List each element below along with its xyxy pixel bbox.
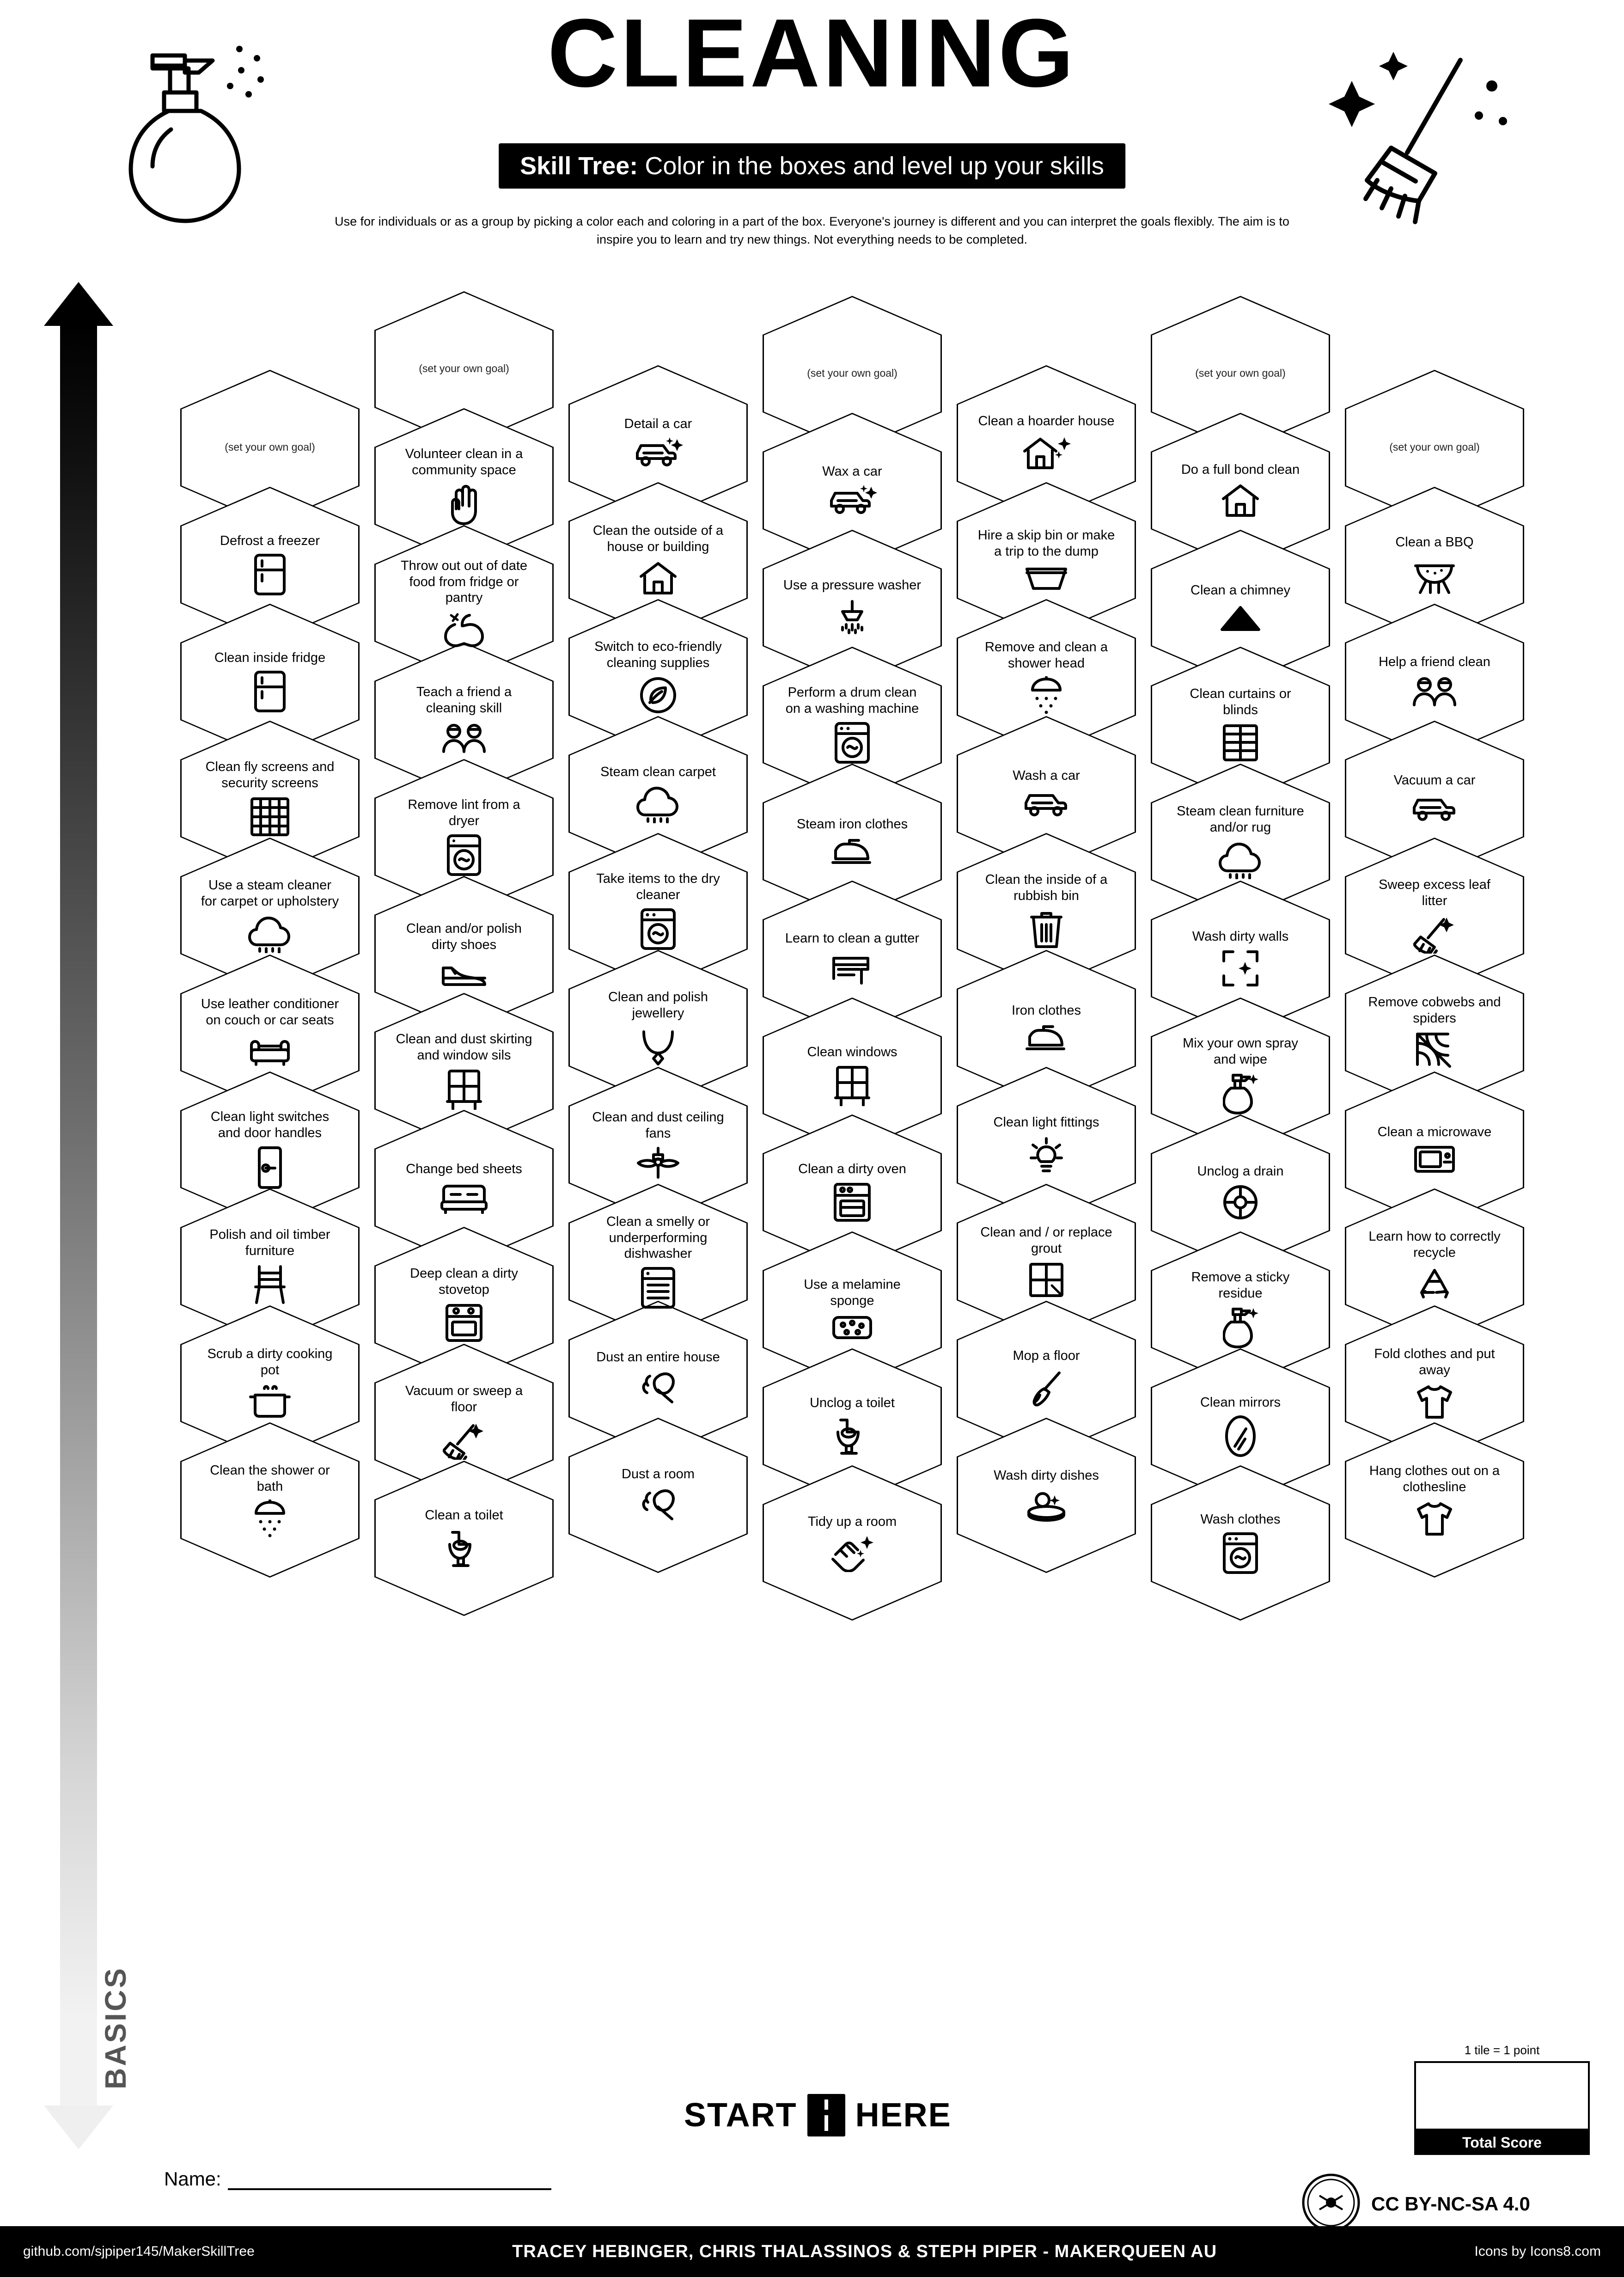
page-title: CLEANING — [547, 0, 1077, 107]
hex-content — [587, 1214, 729, 1309]
hex-content — [1363, 1463, 1506, 1537]
oven-icon — [832, 1181, 872, 1223]
hex-label: Change bed sheets — [406, 1161, 522, 1176]
fridge-icon — [253, 670, 287, 713]
hex-content — [587, 1109, 729, 1180]
hex-label: Clean the shower or bath — [210, 1463, 330, 1494]
car-icon — [1022, 788, 1070, 820]
hex-label: Unclog a drain — [1197, 1163, 1284, 1179]
door-handle-icon — [255, 1146, 285, 1189]
license-text: CC BY-NC-SA 4.0 — [1371, 2192, 1530, 2215]
hex-content — [1169, 582, 1312, 633]
skill-hex-tile[interactable] — [1151, 1465, 1330, 1621]
hex-label: Clean and/or polish dirty shoes — [406, 921, 522, 952]
hex-content — [975, 768, 1117, 820]
hex-label: Detail a car — [624, 416, 692, 431]
shoe-icon — [440, 958, 488, 986]
hex-label: Use leather conditioner on couch or car seats — [201, 997, 339, 1028]
hex-content — [393, 1507, 535, 1570]
washer-icon — [833, 722, 871, 764]
steam-icon — [636, 784, 680, 823]
hex-label: Volunteer clean in a community space — [405, 447, 523, 477]
hex-label: Remove and clean a shower head — [985, 640, 1108, 671]
hex-content — [781, 367, 923, 380]
hex-label: Steam clean furniture and/or rug — [1177, 804, 1304, 835]
pressure-washer-icon — [832, 598, 872, 637]
hex-label: Iron clothes — [1012, 1003, 1081, 1018]
sponge-icon — [831, 1314, 873, 1341]
chair-icon — [251, 1264, 289, 1305]
subtitle-rest: Color in the boxes and level up your skills — [645, 152, 1104, 180]
start-label: START — [684, 2097, 797, 2134]
hex-content — [199, 1109, 341, 1189]
hex-content — [1363, 994, 1506, 1070]
hex-content — [587, 1466, 729, 1525]
hex-label: Clean mirrors — [1200, 1395, 1281, 1410]
hex-content — [587, 416, 729, 470]
tshirt-icon — [1414, 1500, 1455, 1537]
couch-icon — [247, 1033, 293, 1068]
skip-bin-icon — [1024, 564, 1068, 592]
fan-icon — [635, 1146, 681, 1180]
hex-label: Mop a floor — [1013, 1348, 1080, 1363]
car-icon — [1410, 793, 1459, 824]
hex-content — [587, 871, 729, 950]
skill-hex-tile[interactable] — [180, 1422, 360, 1578]
iron-icon — [831, 837, 873, 866]
hex-content — [975, 872, 1117, 949]
hex-label: Do a full bond clean — [1181, 462, 1300, 477]
bin-icon — [1030, 909, 1063, 949]
hex-label: Hang clothes out on a clothesline — [1369, 1463, 1500, 1494]
hex-content — [393, 797, 535, 876]
axis-label-advanced: ADVANCED — [99, 411, 132, 592]
hex-content — [393, 1383, 535, 1460]
hex-content — [199, 1227, 341, 1305]
hex-content — [587, 1349, 729, 1408]
here-label: HERE — [855, 2097, 952, 2134]
stove-icon — [444, 1303, 484, 1343]
hex-label: Learn how to correctly recycle — [1368, 1229, 1501, 1260]
hex-content — [199, 650, 341, 713]
house-icon — [1220, 482, 1261, 519]
dryer-icon — [446, 834, 482, 876]
car-sparkle-icon — [827, 484, 878, 517]
skill-hex-tile[interactable] — [957, 1418, 1136, 1573]
hex-label: Clean inside fridge — [214, 650, 326, 665]
window-icon — [446, 1068, 482, 1110]
hex-content — [781, 1161, 923, 1224]
wall-clean-icon — [1221, 949, 1260, 988]
hex-label: Wash clothes — [1200, 1512, 1281, 1527]
hex-label: (set your own goal) — [807, 367, 897, 380]
washer-icon — [1221, 1532, 1259, 1574]
toilet-icon — [448, 1528, 480, 1569]
hex-label: Teach a friend a cleaning skill — [416, 685, 512, 716]
name-field-row — [164, 2168, 551, 2190]
hex-label: Remove cobwebs and spiders — [1368, 995, 1501, 1026]
hex-label: Clean and dust ceiling fans — [592, 1110, 724, 1141]
hex-content — [781, 1277, 923, 1341]
start-here-marker — [684, 2094, 952, 2136]
hex-content — [781, 1044, 923, 1107]
hex-label: Mix your own spray and wipe — [1183, 1036, 1298, 1067]
hex-label: Dust an entire house — [596, 1349, 720, 1365]
hex-content — [1169, 1035, 1312, 1115]
hex-label: Clean light switches and door handles — [210, 1109, 330, 1140]
hex-label: Scrub a dirty cooking pot — [207, 1347, 333, 1377]
fridge-icon — [253, 553, 287, 596]
bed-icon — [440, 1181, 488, 1214]
hex-content — [781, 1514, 923, 1573]
window-icon — [834, 1065, 871, 1106]
hex-content — [975, 1114, 1117, 1175]
hex-content — [393, 1161, 535, 1214]
car-sparkle-icon — [633, 436, 684, 470]
hex-label: Dust a room — [622, 1466, 695, 1481]
steam-icon — [1218, 840, 1263, 879]
duster-icon — [636, 1487, 680, 1524]
hex-label: Clean a hoarder house — [978, 413, 1115, 428]
hex-label: Clean a chimney — [1191, 582, 1290, 598]
gutter-icon — [831, 951, 873, 986]
footer-icon-credit[interactable]: Icons by Icons8.com — [1474, 2244, 1601, 2259]
hex-content — [393, 684, 535, 755]
cobweb-icon — [1415, 1031, 1454, 1070]
washer-icon — [639, 908, 677, 950]
light-bulb-icon — [1028, 1135, 1064, 1175]
hex-content — [1169, 803, 1312, 879]
hex-label: Tidy up a room — [807, 1514, 897, 1529]
hex-content — [975, 1468, 1117, 1524]
steam-icon — [248, 914, 292, 953]
hex-label: Clean a toilet — [425, 1507, 503, 1523]
recycle-icon — [1415, 1266, 1454, 1304]
name-input-line[interactable] — [228, 2173, 551, 2190]
hex-content — [975, 639, 1117, 714]
hex-label: Clean a BBQ — [1395, 534, 1474, 550]
hex-label: (set your own goal) — [1389, 441, 1480, 453]
hex-label: Polish and oil timber furniture — [209, 1227, 330, 1258]
hex-label: Steam iron clothes — [796, 816, 908, 832]
shower-icon — [250, 1500, 290, 1537]
hex-label: (set your own goal) — [225, 441, 315, 453]
hex-content — [781, 816, 923, 867]
skill-hex-tile[interactable] — [763, 1465, 942, 1621]
toilet-icon — [836, 1415, 868, 1457]
mirror-icon — [1224, 1415, 1257, 1457]
hex-content — [975, 1224, 1117, 1298]
microwave-icon — [1413, 1145, 1456, 1174]
cc-badge-icon — [1301, 2173, 1361, 2235]
hex-content — [199, 1463, 341, 1537]
hex-content — [1363, 534, 1506, 595]
tiles-icon — [1028, 1261, 1065, 1298]
hex-content — [393, 1031, 535, 1110]
hex-content — [975, 1003, 1117, 1053]
skill-hex-tile[interactable] — [1345, 1422, 1524, 1578]
score-input-area[interactable] — [1414, 2061, 1590, 2130]
tshirt-icon — [1414, 1383, 1455, 1420]
hex-content — [1169, 462, 1312, 520]
hex-content — [781, 577, 923, 638]
skill-hex-tile[interactable] — [568, 1418, 748, 1573]
hex-label: Clean and dust skirting and window sils — [396, 1032, 532, 1063]
hex-label: Clean a microwave — [1377, 1124, 1492, 1139]
hex-content — [199, 877, 341, 953]
hex-content — [393, 362, 535, 375]
hex-content — [587, 989, 729, 1066]
hex-label: Switch to eco-friendly cleaning supplies — [594, 639, 722, 670]
hex-label: (set your own goal) — [419, 362, 509, 375]
hex-content — [1169, 1269, 1312, 1349]
hex-content — [393, 446, 535, 526]
broom-icon — [1413, 914, 1456, 954]
hex-content — [1169, 367, 1312, 380]
hex-content — [975, 1348, 1117, 1409]
hex-label: Fold clothes and put away — [1374, 1347, 1495, 1377]
hex-content — [1169, 686, 1312, 763]
footer-repo-link[interactable]: github.com/sjpiper145/MakerSkillTree — [23, 2244, 255, 2259]
dishwasher-icon — [640, 1267, 677, 1309]
hex-label: Use a steam cleaner for carpet or upholstery — [201, 878, 339, 909]
hex-content — [781, 464, 923, 518]
hex-label: Use a melamine sponge — [804, 1277, 901, 1308]
hex-content — [587, 639, 729, 715]
hex-label: Throw out out of date food from fridge or pantry — [400, 558, 528, 606]
bbq-icon — [1414, 555, 1455, 594]
hex-label: Steam clean carpet — [600, 764, 716, 779]
hex-content — [199, 533, 341, 596]
spray-icon — [1223, 1072, 1258, 1115]
house-icon — [637, 560, 679, 597]
blinds-icon — [1221, 723, 1259, 763]
hex-label: Take items to the dry cleaner — [596, 871, 720, 902]
hex-label: Clean curtains or blinds — [1190, 686, 1291, 717]
hex-content — [1363, 877, 1506, 954]
hex-label: Clean the outside of a house or building — [592, 523, 724, 554]
hex-content — [1363, 1124, 1506, 1175]
hex-content — [587, 523, 729, 597]
score-box — [1414, 2043, 1590, 2155]
hex-content — [1169, 1163, 1312, 1221]
hex-label: (set your own goal) — [1195, 367, 1286, 380]
broom-icon — [443, 1420, 485, 1460]
hex-label: Remove lint from a dryer — [408, 797, 520, 828]
hex-content — [1363, 1346, 1506, 1420]
hex-content — [393, 921, 535, 986]
spray-icon — [1223, 1306, 1258, 1349]
hex-label: Sweep excess leaf litter — [1379, 877, 1490, 908]
hex-label: Clean a smelly or underperforming dishwasher — [606, 1214, 710, 1261]
hex-content — [1169, 1512, 1312, 1575]
people-icon — [1410, 674, 1459, 709]
hex-label: Clean the inside of a rubbish bin — [985, 872, 1108, 903]
hex-label: Clean a dirty oven — [798, 1161, 906, 1176]
intro-paragraph: Use for individuals or as a group by picking a color each and coloring in a part of the box. Everyone's journey is different and you can interpret the goals flexibly. The aim is to inspire you to learn and try new things. Not everything needs to be completed. — [335, 214, 1289, 247]
hex-label: Unclog a toilet — [810, 1395, 895, 1410]
name-label: Name: — [164, 2168, 221, 2190]
hex-label: Vacuum or sweep a floor — [405, 1383, 523, 1414]
hex-content — [199, 1346, 341, 1420]
hex-label: Clean fly screens and security screens — [205, 759, 335, 790]
hex-label: Defrost a freezer — [220, 533, 320, 548]
mop-icon — [1026, 1368, 1067, 1409]
hex-label: Clean windows — [807, 1044, 897, 1059]
drain-icon — [1222, 1184, 1259, 1221]
hex-label: Clean and / or replace grout — [980, 1225, 1112, 1256]
hex-content — [1363, 441, 1506, 454]
hex-label: Clean and polish jewellery — [608, 990, 708, 1021]
hex-label: Remove a sticky residue — [1191, 1270, 1290, 1301]
total-score-label: Total Score — [1414, 2130, 1590, 2155]
hex-label: Use a pressure washer — [783, 577, 922, 593]
hex-content — [393, 1266, 535, 1343]
hex-content — [781, 1395, 923, 1457]
subtitle-bold: Skill Tree: — [520, 152, 638, 180]
hex-content — [199, 441, 341, 454]
hex-label: Help a friend clean — [1379, 654, 1490, 669]
eco-icon — [639, 676, 678, 715]
hex-content — [199, 759, 341, 838]
skill-hex-tile[interactable] — [374, 1461, 554, 1616]
hex-content — [781, 930, 923, 986]
house-sparkle-icon — [1022, 434, 1071, 472]
hex-content — [781, 685, 923, 764]
hex-content — [975, 527, 1117, 592]
footer-authors: TRACEY HEBINGER, CHRIS THALASSINOS & STEPH PIPER - MAKERQUEEN AU — [512, 2241, 1217, 2261]
chimney-icon — [1219, 603, 1262, 632]
hex-label: Wax a car — [822, 464, 882, 479]
rotten-food-icon — [442, 611, 486, 648]
hex-content — [199, 996, 341, 1068]
hex-label: Deep clean a dirty stovetop — [410, 1266, 518, 1297]
axis-label-basics: BASICS — [99, 1966, 132, 2089]
hex-label: Perform a drum clean on a washing machine — [785, 685, 919, 716]
duster-icon — [636, 1370, 680, 1408]
hex-label: Hire a skip bin or make a trip to the dump — [977, 528, 1115, 559]
hex-label: Wash a car — [1013, 768, 1080, 783]
hex-content — [1169, 1395, 1312, 1458]
license-block — [1301, 2173, 1530, 2235]
hex-content — [975, 413, 1117, 473]
hex-content — [1363, 654, 1506, 709]
pot-icon — [249, 1383, 291, 1420]
hex-content — [1169, 929, 1312, 988]
iron-icon — [1025, 1023, 1068, 1053]
dishes-icon — [1024, 1488, 1068, 1523]
grid-screen-icon — [249, 796, 291, 838]
shower-icon — [1026, 676, 1067, 714]
tile-point-note: 1 tile = 1 point — [1464, 2043, 1540, 2057]
hex-content — [1363, 772, 1506, 825]
hex-label: Wash dirty walls — [1192, 929, 1289, 944]
people-icon — [440, 721, 488, 755]
hex-label: Learn to clean a gutter — [785, 930, 920, 946]
hex-content — [1363, 1229, 1506, 1304]
hex-label: Wash dirty dishes — [994, 1468, 1099, 1483]
hex-label: Clean light fittings — [993, 1114, 1099, 1130]
hex-content — [587, 764, 729, 824]
page-footer — [0, 2226, 1624, 2277]
hex-label: Vacuum a car — [1393, 772, 1476, 788]
necklace-icon — [638, 1026, 678, 1066]
road-icon — [807, 2094, 845, 2136]
hex-content — [393, 558, 535, 648]
hand-icon — [446, 483, 482, 526]
hands-sparkle-icon — [828, 1534, 876, 1572]
